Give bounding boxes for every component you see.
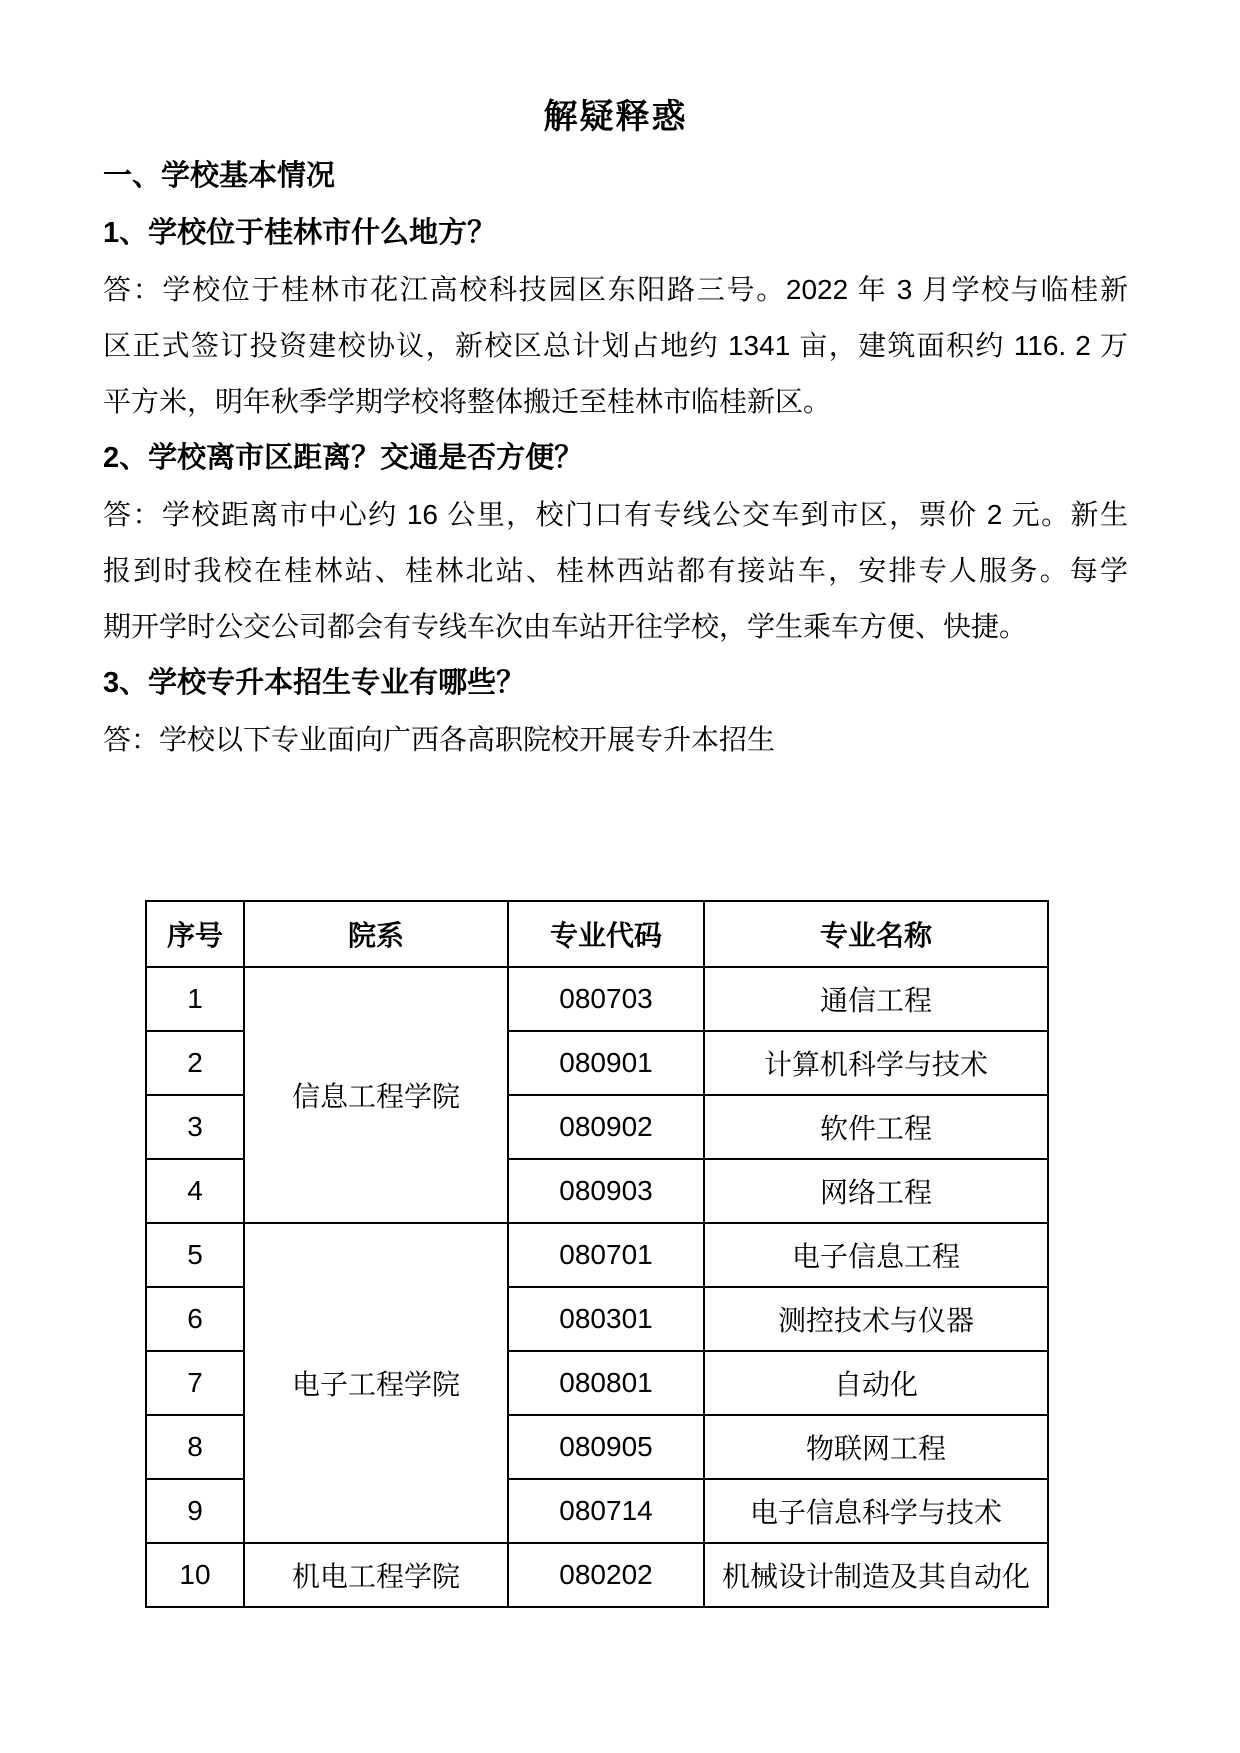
question-1: 1、学校位于桂林市什么地方？ [103, 217, 497, 249]
answer-3 [103, 712, 1128, 768]
answer-2 [103, 487, 1128, 655]
cell-seq: 8 [146, 1415, 244, 1479]
cell-code: 080301 [508, 1287, 704, 1351]
cell-code: 080902 [508, 1095, 704, 1159]
cell-code: 080714 [508, 1479, 704, 1543]
cell-major: 计算机科学与技术 [704, 1031, 1048, 1095]
qa-block-1 [103, 205, 1128, 430]
cell-major: 电子信息科学与技术 [704, 1479, 1048, 1543]
cell-seq: 10 [146, 1543, 244, 1607]
table-row [146, 967, 1048, 1031]
answer-line: 区正式签订投资建校协议，新校区总计划占地约 1341 亩，建筑面积约 116. 2 万 [103, 330, 1128, 361]
question-3: 3、学校专升本招生专业有哪些？ [103, 667, 526, 699]
cell-major: 机械设计制造及其自动化 [704, 1543, 1048, 1607]
qa-block-3 [103, 655, 1128, 768]
cell-major: 网络工程 [704, 1159, 1048, 1223]
header-seq: 序号 [146, 901, 244, 967]
question-2: 2、学校离市区距离？交通是否方便？ [103, 442, 584, 474]
answer-line: 平方米，明年秋季学期学校将整体搬迁至桂林市临桂新区。 [103, 386, 832, 417]
cell-code: 080703 [508, 967, 704, 1031]
cell-seq: 3 [146, 1095, 244, 1159]
cell-seq: 1 [146, 967, 244, 1031]
answer-line: 报到时我校在桂林站、桂林北站、桂林西站都有接站车，安排专人服务。每学 [103, 555, 1128, 586]
header-code: 专业代码 [508, 901, 704, 967]
table-row [146, 1543, 1048, 1607]
answer-line: 答：学校以下专业面向广西各高职院校开展专升本招生 [103, 724, 776, 755]
cell-college: 电子工程学院 [244, 1223, 508, 1543]
cell-code: 080701 [508, 1223, 704, 1287]
cell-major: 自动化 [704, 1351, 1048, 1415]
cell-college: 信息工程学院 [244, 967, 508, 1223]
cell-code: 080905 [508, 1415, 704, 1479]
section-heading: 一、学校基本情况 [103, 160, 336, 192]
cell-seq: 5 [146, 1223, 244, 1287]
cell-seq: 6 [146, 1287, 244, 1351]
cell-major: 软件工程 [704, 1095, 1048, 1159]
cell-seq: 2 [146, 1031, 244, 1095]
cell-major: 物联网工程 [704, 1415, 1048, 1479]
majors-table [145, 900, 1049, 1608]
cell-seq: 4 [146, 1159, 244, 1223]
answer-line: 期开学时公交公司都会有专线车次由车站开往学校，学生乘车方便、快捷。 [103, 611, 1028, 642]
header-major: 专业名称 [704, 901, 1048, 967]
cell-seq: 9 [146, 1479, 244, 1543]
cell-seq: 7 [146, 1351, 244, 1415]
cell-major: 通信工程 [704, 967, 1048, 1031]
cell-code: 080901 [508, 1031, 704, 1095]
header-dept: 院系 [244, 901, 508, 967]
qa-block-2 [103, 430, 1128, 655]
cell-college: 机电工程学院 [244, 1543, 508, 1607]
table-header-row [146, 901, 1048, 967]
cell-code: 080801 [508, 1351, 704, 1415]
cell-code: 080202 [508, 1543, 704, 1607]
cell-major: 测控技术与仪器 [704, 1287, 1048, 1351]
cell-code: 080903 [508, 1159, 704, 1223]
cell-major: 电子信息工程 [704, 1223, 1048, 1287]
answer-line: 答：学校位于桂林市花江高校科技园区东阳路三号。2022 年 3 月学校与临桂新 [103, 274, 1128, 305]
answer-line: 答：学校距离市中心约 16 公里，校门口有专线公交车到市区，票价 2 元。新生 [103, 499, 1128, 530]
answer-1 [103, 262, 1128, 430]
document-title: 解疑释惑 [543, 98, 688, 136]
table-row [146, 1223, 1048, 1287]
